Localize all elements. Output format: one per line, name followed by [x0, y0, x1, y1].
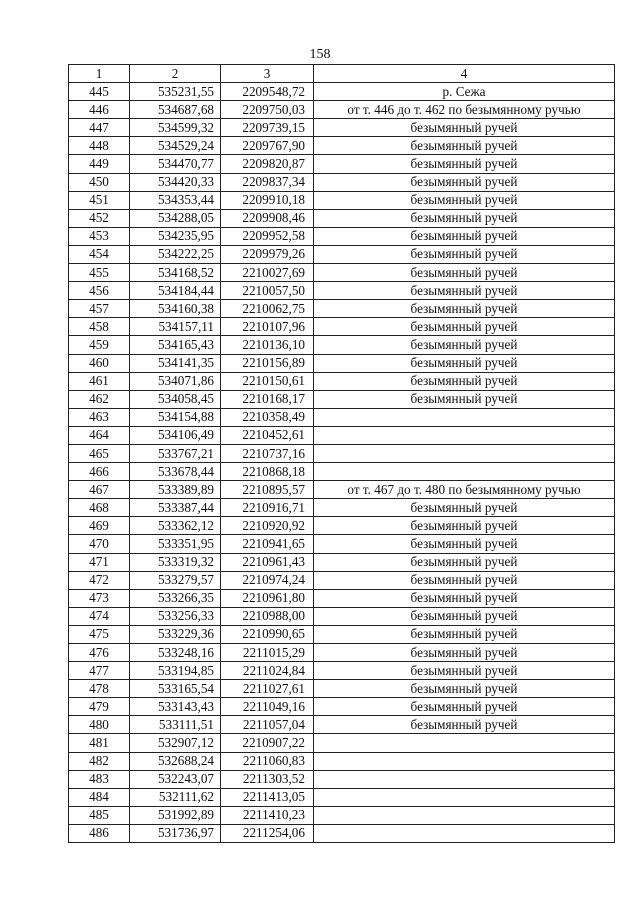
table-row: [69, 716, 615, 734]
x-coordinate-cell: 534470,77: [130, 155, 221, 173]
x-coordinate-cell: 534420,33: [130, 173, 221, 191]
point-number-cell: 477: [69, 662, 130, 680]
x-coordinate-cell: 532111,62: [130, 788, 221, 806]
x-coordinate-cell: 533319,32: [130, 553, 221, 571]
table-row: [69, 770, 615, 788]
description-cell: [314, 752, 615, 770]
description-cell: безымянный ручей: [314, 571, 615, 589]
point-number-cell: 476: [69, 644, 130, 662]
table-header-row: [69, 65, 615, 83]
column-header-2: 2: [130, 65, 221, 83]
description-cell: безымянный ручей: [314, 264, 615, 282]
description-cell: безымянный ручей: [314, 589, 615, 607]
point-number-cell: 478: [69, 680, 130, 698]
description-cell: безымянный ручей: [314, 499, 615, 517]
point-number-cell: 461: [69, 372, 130, 390]
table-row: [69, 408, 615, 426]
y-coordinate-cell: 2211015,29: [221, 644, 314, 662]
x-coordinate-cell: 533678,44: [130, 463, 221, 481]
point-number-cell: 462: [69, 390, 130, 408]
y-coordinate-cell: 2210136,10: [221, 336, 314, 354]
y-coordinate-cell: 2210150,61: [221, 372, 314, 390]
point-number-cell: 469: [69, 517, 130, 535]
x-coordinate-cell: 534160,38: [130, 300, 221, 318]
point-number-cell: 454: [69, 245, 130, 263]
y-coordinate-cell: 2209548,72: [221, 83, 314, 101]
point-number-cell: 484: [69, 788, 130, 806]
table-row: [69, 227, 615, 245]
y-coordinate-cell: 2210988,00: [221, 607, 314, 625]
x-coordinate-cell: 533362,12: [130, 517, 221, 535]
x-coordinate-cell: 534235,95: [130, 227, 221, 245]
y-coordinate-cell: 2210961,80: [221, 589, 314, 607]
point-number-cell: 453: [69, 227, 130, 245]
x-coordinate-cell: 534353,44: [130, 191, 221, 209]
x-coordinate-cell: 532688,24: [130, 752, 221, 770]
point-number-cell: 445: [69, 83, 130, 101]
x-coordinate-cell: 534168,52: [130, 264, 221, 282]
x-coordinate-cell: 533767,21: [130, 444, 221, 462]
y-coordinate-cell: 2210941,65: [221, 535, 314, 553]
table-row: [69, 300, 615, 318]
table-row: [69, 444, 615, 462]
y-coordinate-cell: 2209767,90: [221, 137, 314, 155]
point-number-cell: 472: [69, 571, 130, 589]
y-coordinate-cell: 2210027,69: [221, 264, 314, 282]
description-cell: безымянный ручей: [314, 372, 615, 390]
x-coordinate-cell: 532243,07: [130, 770, 221, 788]
point-number-cell: 450: [69, 173, 130, 191]
description-cell: безымянный ручей: [314, 137, 615, 155]
x-coordinate-cell: 532907,12: [130, 734, 221, 752]
point-number-cell: 468: [69, 499, 130, 517]
x-coordinate-cell: 535231,55: [130, 83, 221, 101]
y-coordinate-cell: 2209837,34: [221, 173, 314, 191]
point-number-cell: 482: [69, 752, 130, 770]
point-number-cell: 466: [69, 463, 130, 481]
column-header-4: 4: [314, 65, 615, 83]
point-number-cell: 480: [69, 716, 130, 734]
point-number-cell: 449: [69, 155, 130, 173]
description-cell: безымянный ручей: [314, 698, 615, 716]
x-coordinate-cell: 534141,35: [130, 354, 221, 372]
x-coordinate-cell: 534165,43: [130, 336, 221, 354]
point-number-cell: 456: [69, 282, 130, 300]
description-cell: безымянный ручей: [314, 300, 615, 318]
table-row: [69, 625, 615, 643]
point-number-cell: 446: [69, 101, 130, 119]
table-row: [69, 354, 615, 372]
x-coordinate-cell: 533279,57: [130, 571, 221, 589]
y-coordinate-cell: 2211413,05: [221, 788, 314, 806]
description-cell: безымянный ручей: [314, 535, 615, 553]
x-coordinate-cell: 533143,43: [130, 698, 221, 716]
description-cell: безымянный ручей: [314, 607, 615, 625]
point-number-cell: 470: [69, 535, 130, 553]
y-coordinate-cell: 2210168,17: [221, 390, 314, 408]
table-body: [69, 83, 615, 843]
y-coordinate-cell: 2211057,04: [221, 716, 314, 734]
description-cell: безымянный ручей: [314, 644, 615, 662]
x-coordinate-cell: 533194,85: [130, 662, 221, 680]
description-cell: безымянный ручей: [314, 390, 615, 408]
x-coordinate-cell: 534222,25: [130, 245, 221, 263]
y-coordinate-cell: 2209910,18: [221, 191, 314, 209]
description-cell: безымянный ручей: [314, 191, 615, 209]
description-cell: [314, 824, 615, 842]
description-cell: [314, 788, 615, 806]
table-row: [69, 101, 615, 119]
y-coordinate-cell: 2210961,43: [221, 553, 314, 571]
description-cell: безымянный ручей: [314, 517, 615, 535]
description-cell: безымянный ручей: [314, 155, 615, 173]
table-row: [69, 372, 615, 390]
table-row: [69, 571, 615, 589]
y-coordinate-cell: 2211254,06: [221, 824, 314, 842]
description-cell: безымянный ручей: [314, 318, 615, 336]
table-row: [69, 282, 615, 300]
x-coordinate-cell: 531736,97: [130, 824, 221, 842]
description-cell: от т. 467 до т. 480 по безымянному ручью: [314, 481, 615, 499]
table-row: [69, 680, 615, 698]
point-number-cell: 483: [69, 770, 130, 788]
x-coordinate-cell: 531992,89: [130, 806, 221, 824]
table-row: [69, 481, 615, 499]
y-coordinate-cell: 2210062,75: [221, 300, 314, 318]
table-row: [69, 426, 615, 444]
table-row: [69, 463, 615, 481]
y-coordinate-cell: 2210358,49: [221, 408, 314, 426]
x-coordinate-cell: 533351,95: [130, 535, 221, 553]
description-cell: безымянный ручей: [314, 245, 615, 263]
point-number-cell: 465: [69, 444, 130, 462]
table-row: [69, 752, 615, 770]
x-coordinate-cell: 533248,16: [130, 644, 221, 662]
x-coordinate-cell: 534599,32: [130, 119, 221, 137]
table-row: [69, 644, 615, 662]
point-number-cell: 448: [69, 137, 130, 155]
point-number-cell: 460: [69, 354, 130, 372]
table-row: [69, 83, 615, 101]
y-coordinate-cell: 2210156,89: [221, 354, 314, 372]
y-coordinate-cell: 2211024,84: [221, 662, 314, 680]
y-coordinate-cell: 2209739,15: [221, 119, 314, 137]
table-row: [69, 734, 615, 752]
point-number-cell: 457: [69, 300, 130, 318]
table-row: [69, 607, 615, 625]
description-cell: р. Сежа: [314, 83, 615, 101]
table-row: [69, 209, 615, 227]
x-coordinate-cell: 534157,11: [130, 318, 221, 336]
description-cell: [314, 806, 615, 824]
table-row: [69, 589, 615, 607]
y-coordinate-cell: 2209979,26: [221, 245, 314, 263]
y-coordinate-cell: 2210916,71: [221, 499, 314, 517]
table-row: [69, 698, 615, 716]
table-row: [69, 173, 615, 191]
y-coordinate-cell: 2211027,61: [221, 680, 314, 698]
column-header-3: 3: [221, 65, 314, 83]
description-cell: [314, 734, 615, 752]
table-row: [69, 824, 615, 842]
description-cell: [314, 444, 615, 462]
table-row: [69, 499, 615, 517]
y-coordinate-cell: 2209908,46: [221, 209, 314, 227]
description-cell: безымянный ручей: [314, 209, 615, 227]
table-row: [69, 662, 615, 680]
description-cell: от т. 446 до т. 462 по безымянному ручью: [314, 101, 615, 119]
point-number-cell: 481: [69, 734, 130, 752]
point-number-cell: 475: [69, 625, 130, 643]
y-coordinate-cell: 2210895,57: [221, 481, 314, 499]
y-coordinate-cell: 2210452,61: [221, 426, 314, 444]
point-number-cell: 463: [69, 408, 130, 426]
y-coordinate-cell: 2210868,18: [221, 463, 314, 481]
description-cell: безымянный ручей: [314, 553, 615, 571]
table-row: [69, 535, 615, 553]
x-coordinate-cell: 533256,33: [130, 607, 221, 625]
y-coordinate-cell: 2211049,16: [221, 698, 314, 716]
y-coordinate-cell: 2210057,50: [221, 282, 314, 300]
page-number: 158: [309, 47, 331, 62]
description-cell: безымянный ручей: [314, 680, 615, 698]
description-cell: безымянный ручей: [314, 119, 615, 137]
x-coordinate-cell: 534288,05: [130, 209, 221, 227]
y-coordinate-cell: 2209952,58: [221, 227, 314, 245]
description-cell: безымянный ручей: [314, 716, 615, 734]
description-cell: безымянный ручей: [314, 354, 615, 372]
point-number-cell: 471: [69, 553, 130, 571]
description-cell: безымянный ручей: [314, 625, 615, 643]
y-coordinate-cell: 2209820,87: [221, 155, 314, 173]
column-header-1: 1: [69, 65, 130, 83]
y-coordinate-cell: 2210737,16: [221, 444, 314, 462]
table-row: [69, 390, 615, 408]
description-cell: [314, 770, 615, 788]
point-number-cell: 467: [69, 481, 130, 499]
x-coordinate-cell: 533165,54: [130, 680, 221, 698]
x-coordinate-cell: 534154,88: [130, 408, 221, 426]
y-coordinate-cell: 2210107,96: [221, 318, 314, 336]
x-coordinate-cell: 533229,36: [130, 625, 221, 643]
y-coordinate-cell: 2209750,03: [221, 101, 314, 119]
y-coordinate-cell: 2210990,65: [221, 625, 314, 643]
x-coordinate-cell: 533266,35: [130, 589, 221, 607]
point-number-cell: 455: [69, 264, 130, 282]
table-row: [69, 137, 615, 155]
table-row: [69, 336, 615, 354]
x-coordinate-cell: 534184,44: [130, 282, 221, 300]
description-cell: безымянный ручей: [314, 662, 615, 680]
description-cell: безымянный ручей: [314, 227, 615, 245]
x-coordinate-cell: 534529,24: [130, 137, 221, 155]
point-number-cell: 459: [69, 336, 130, 354]
y-coordinate-cell: 2211303,52: [221, 770, 314, 788]
point-number-cell: 452: [69, 209, 130, 227]
x-coordinate-cell: 534058,45: [130, 390, 221, 408]
x-coordinate-cell: 534106,49: [130, 426, 221, 444]
y-coordinate-cell: 2210920,92: [221, 517, 314, 535]
table-row: [69, 264, 615, 282]
x-coordinate-cell: 533389,89: [130, 481, 221, 499]
y-coordinate-cell: 2210974,24: [221, 571, 314, 589]
description-cell: безымянный ручей: [314, 282, 615, 300]
coordinates-table: [68, 64, 615, 843]
y-coordinate-cell: 2211060,83: [221, 752, 314, 770]
x-coordinate-cell: 533111,51: [130, 716, 221, 734]
table-row: [69, 788, 615, 806]
point-number-cell: 451: [69, 191, 130, 209]
description-cell: [314, 426, 615, 444]
y-coordinate-cell: 2210907,22: [221, 734, 314, 752]
x-coordinate-cell: 534071,86: [130, 372, 221, 390]
point-number-cell: 473: [69, 589, 130, 607]
table-row: [69, 155, 615, 173]
description-cell: безымянный ручей: [314, 336, 615, 354]
point-number-cell: 464: [69, 426, 130, 444]
point-number-cell: 486: [69, 824, 130, 842]
point-number-cell: 485: [69, 806, 130, 824]
table-row: [69, 318, 615, 336]
point-number-cell: 474: [69, 607, 130, 625]
table-row: [69, 119, 615, 137]
y-coordinate-cell: 2211410,23: [221, 806, 314, 824]
description-cell: [314, 408, 615, 426]
table-row: [69, 806, 615, 824]
description-cell: [314, 463, 615, 481]
table-row: [69, 245, 615, 263]
point-number-cell: 479: [69, 698, 130, 716]
point-number-cell: 447: [69, 119, 130, 137]
description-cell: безымянный ручей: [314, 173, 615, 191]
table-row: [69, 553, 615, 571]
table-row: [69, 517, 615, 535]
x-coordinate-cell: 534687,68: [130, 101, 221, 119]
point-number-cell: 458: [69, 318, 130, 336]
table-row: [69, 191, 615, 209]
x-coordinate-cell: 533387,44: [130, 499, 221, 517]
